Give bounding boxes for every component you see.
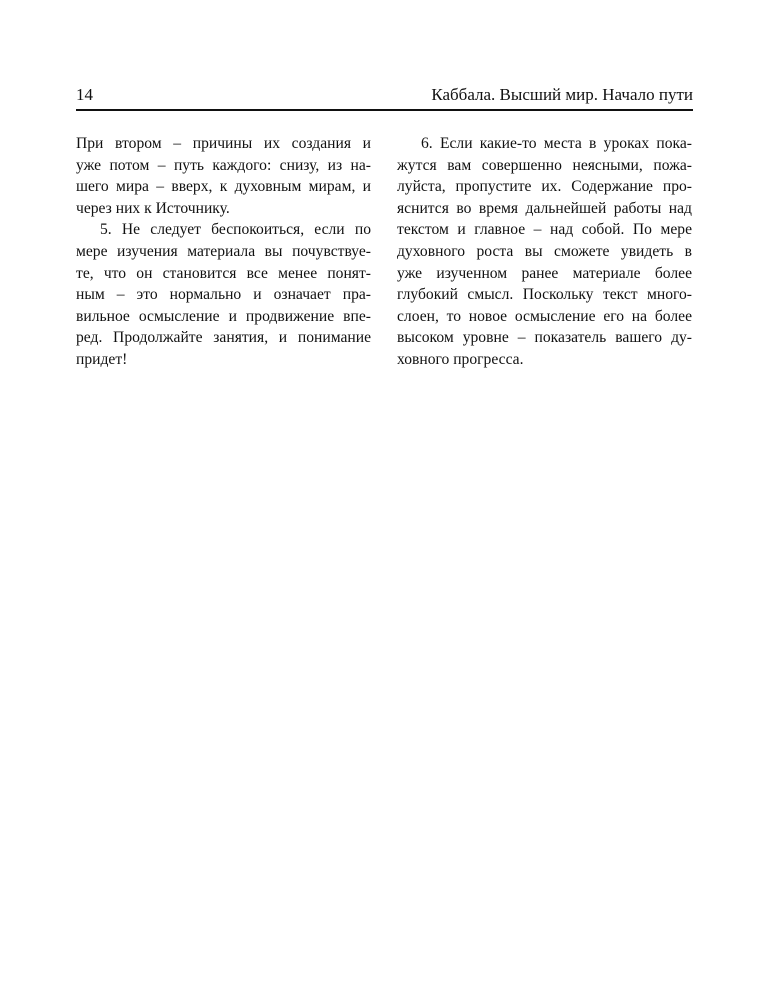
text-line: ховного прогресса.: [397, 350, 524, 368]
text-line: 5. Не следует беспокоиться, если по: [100, 221, 371, 239]
text-line: духовного роста вы сможете увидеть в: [397, 242, 692, 260]
running-title: Каббала. Высший мир. Начало пути: [431, 85, 693, 104]
text-line: высоком уровне – показатель вашего ду-: [397, 329, 692, 347]
text-line: через них к Источнику.: [76, 199, 230, 217]
text-line: те, что он становится все менее понят-: [76, 264, 371, 282]
text-line: слоен, то новое осмысление его на более: [397, 307, 692, 325]
text-line: яснится во время дальнейшей работы над: [397, 199, 692, 217]
running-head: [76, 85, 693, 111]
text-line: 6. Если какие-то места в уроках пока-: [421, 135, 692, 152]
text-line: придет!: [76, 350, 128, 368]
text-line: вильное осмысление и продвижение впе-: [76, 307, 371, 325]
text-line: жутся вам совершенно неясными, пожа-: [397, 156, 692, 174]
text-line: ред. Продолжайте занятия, и понимание: [76, 329, 371, 347]
text-line: При втором – причины их создания и: [76, 135, 371, 152]
text-line: луйста, пропустите их. Содержание про-: [397, 178, 692, 196]
text-line: уже изученном ранее материале более: [397, 264, 692, 282]
text-line: шего мира – вверх, к духовным мирам, и: [76, 178, 371, 196]
text-line: текстом и главное – над собой. По мере: [397, 221, 692, 239]
text-line: ным – это нормально и означает пра-: [76, 286, 371, 304]
right-column: [397, 133, 692, 371]
text-line: уже потом – путь каждого: снизу, из на-: [76, 156, 371, 174]
left-column: [76, 133, 371, 371]
text-line: мере изучения материала вы почувствуе-: [76, 242, 371, 260]
page-number: 14: [76, 85, 93, 104]
text-line: глубокий смысл. Поскольку текст много-: [397, 286, 692, 304]
